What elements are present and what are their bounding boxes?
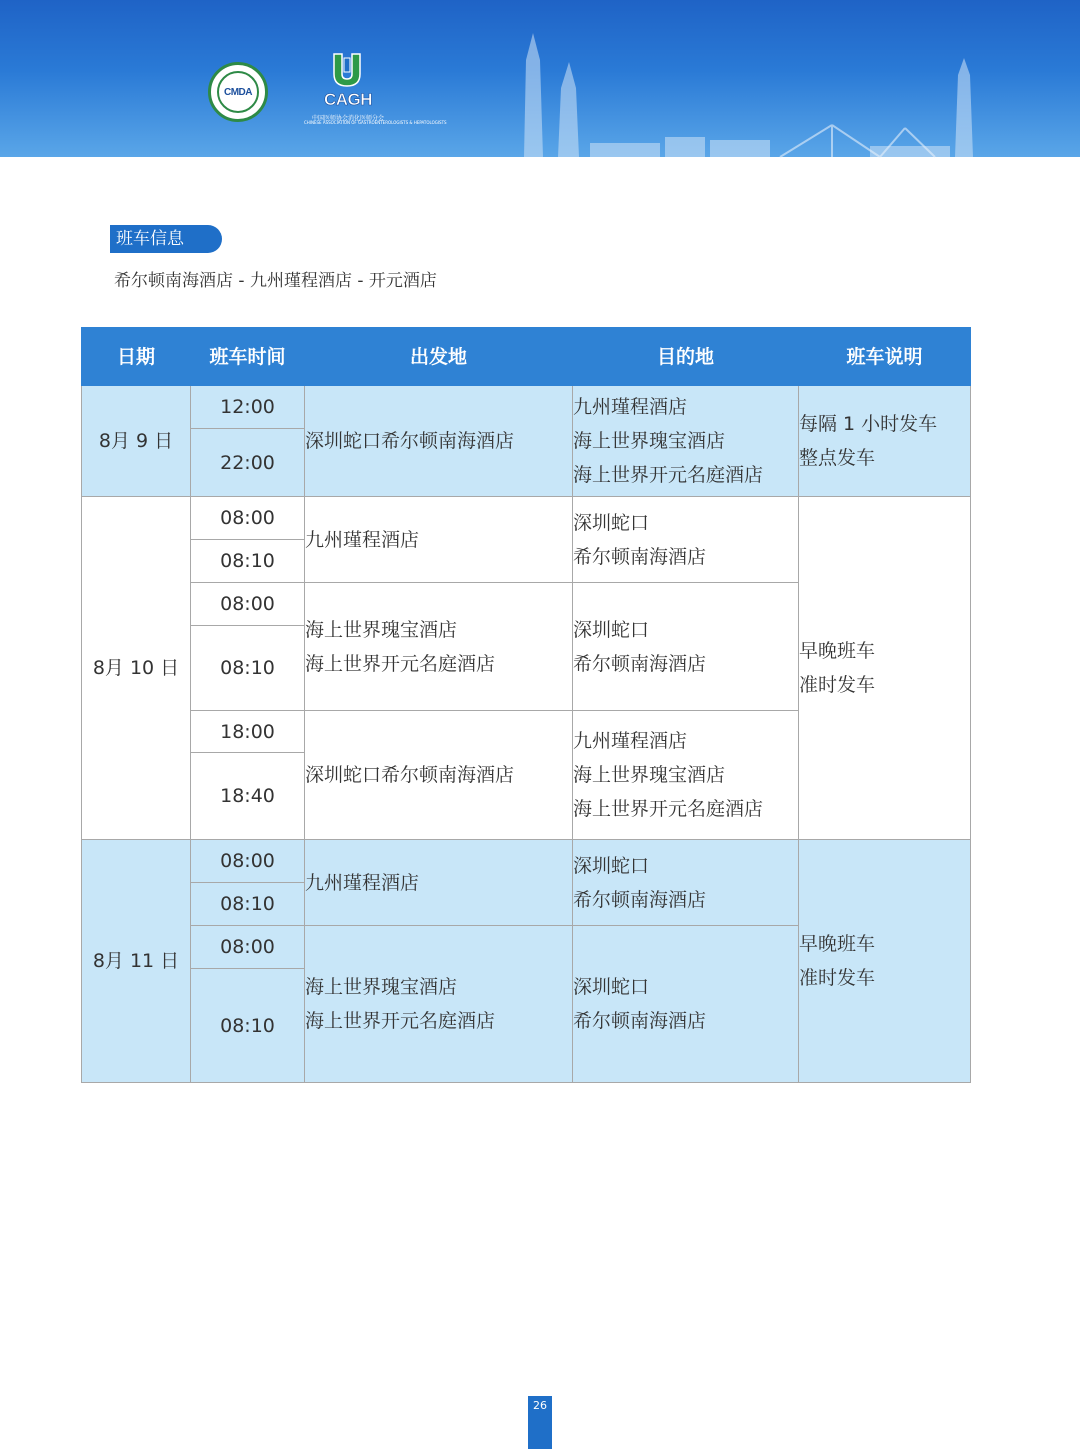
destination-line: 希尔顿南海酒店 [573, 888, 707, 911]
note-cell [799, 497, 971, 840]
time-cell: 18:40 [191, 753, 305, 840]
note-cell [799, 386, 971, 497]
header-date: 日期 [82, 328, 191, 386]
destination-cell [573, 583, 799, 711]
destination-line: 希尔顿南海酒店 [573, 545, 707, 568]
note-line: 早晚班车 [799, 933, 876, 955]
destination-line: 深圳蛇口 [573, 976, 650, 998]
cagh-emblem-icon [330, 52, 364, 88]
page-number: 26 [528, 1396, 552, 1449]
destination-line: 海上世界瑰宝酒店 [573, 764, 726, 786]
note-line: 准时发车 [799, 674, 876, 696]
time-cell: 12:00 [191, 386, 305, 429]
shuttle-schedule-table [81, 327, 971, 1083]
header-banner [0, 0, 1080, 157]
section-tag: 班车信息 [110, 225, 222, 253]
time-cell: 18:00 [191, 711, 305, 753]
departure-line: 海上世界开元名庭酒店 [305, 652, 496, 675]
departure-cell [305, 926, 573, 1083]
time-cell: 22:00 [191, 429, 305, 497]
cagh-logo-subtitle-en: CHINESE ASSOCIATION OF GASTROENTEROLOGISTS & HEPATOLOGISTS [304, 120, 447, 125]
time-cell: 08:10 [191, 540, 305, 583]
departure-cell [305, 386, 573, 497]
departure-line: 九州瑾程酒店 [305, 871, 420, 894]
destination-line: 九州瑾程酒店 [573, 396, 688, 418]
departure-cell [305, 583, 573, 711]
cagh-logo-text: CAGH [323, 90, 373, 109]
destination-line: 海上世界开元名庭酒店 [573, 464, 764, 486]
note-line: 每隔 1 小时发车 [799, 413, 938, 435]
departure-line: 海上世界开元名庭酒店 [305, 1010, 496, 1032]
departure-line: 深圳蛇口希尔顿南海酒店 [305, 430, 515, 452]
destination-line: 希尔顿南海酒店 [573, 1010, 707, 1032]
departure-line: 海上世界瑰宝酒店 [305, 618, 458, 641]
destination-line: 深圳蛇口 [573, 618, 650, 641]
table-row [82, 840, 971, 883]
departure-cell [305, 840, 573, 926]
date-cell: 8月 9 日 [82, 386, 191, 497]
table-row [82, 386, 971, 429]
time-cell: 08:10 [191, 969, 305, 1083]
time-cell: 08:10 [191, 883, 305, 926]
time-cell: 08:00 [191, 926, 305, 969]
table-header-row [82, 328, 971, 386]
destination-line: 海上世界开元名庭酒店 [573, 798, 764, 820]
note-line: 整点发车 [799, 447, 876, 469]
table-row [82, 497, 971, 540]
departure-line: 九州瑾程酒店 [305, 528, 420, 551]
departure-cell [305, 497, 573, 583]
destination-line: 海上世界瑰宝酒店 [573, 430, 726, 452]
header-note: 班车说明 [799, 328, 971, 386]
date-cell: 8月 11 日 [82, 840, 191, 1083]
header-departure: 出发地 [305, 328, 573, 386]
time-cell: 08:10 [191, 626, 305, 711]
destination-cell [573, 497, 799, 583]
date-cell: 8月 10 日 [82, 497, 191, 840]
cmda-logo-text: CMDA [224, 86, 252, 98]
cagh-logo-subtitle-cn: 中国医师协会消化医师分会 [311, 115, 384, 122]
cagh-logo [300, 52, 447, 128]
destination-cell [573, 840, 799, 926]
city-skyline-graphic [0, 0, 1080, 157]
header-time: 班车时间 [191, 328, 305, 386]
time-cell: 08:00 [191, 583, 305, 626]
route-description: 希尔顿南海酒店 - 九州瑾程酒店 - 开元酒店 [114, 271, 437, 291]
destination-line: 希尔顿南海酒店 [573, 652, 707, 675]
note-line: 准时发车 [799, 967, 876, 989]
time-cell: 08:00 [191, 497, 305, 540]
destination-cell [573, 386, 799, 497]
destination-line: 深圳蛇口 [573, 511, 650, 534]
note-line: 早晚班车 [799, 640, 876, 662]
destination-cell [573, 711, 799, 840]
cmda-logo [208, 62, 268, 122]
destination-cell [573, 926, 799, 1083]
header-destination: 目的地 [573, 328, 799, 386]
time-cell: 08:00 [191, 840, 305, 883]
departure-line: 海上世界瑰宝酒店 [305, 976, 458, 998]
departure-cell [305, 711, 573, 840]
destination-line: 深圳蛇口 [573, 854, 650, 877]
departure-line: 深圳蛇口希尔顿南海酒店 [305, 764, 515, 786]
destination-line: 九州瑾程酒店 [573, 730, 688, 752]
note-cell [799, 840, 971, 1083]
